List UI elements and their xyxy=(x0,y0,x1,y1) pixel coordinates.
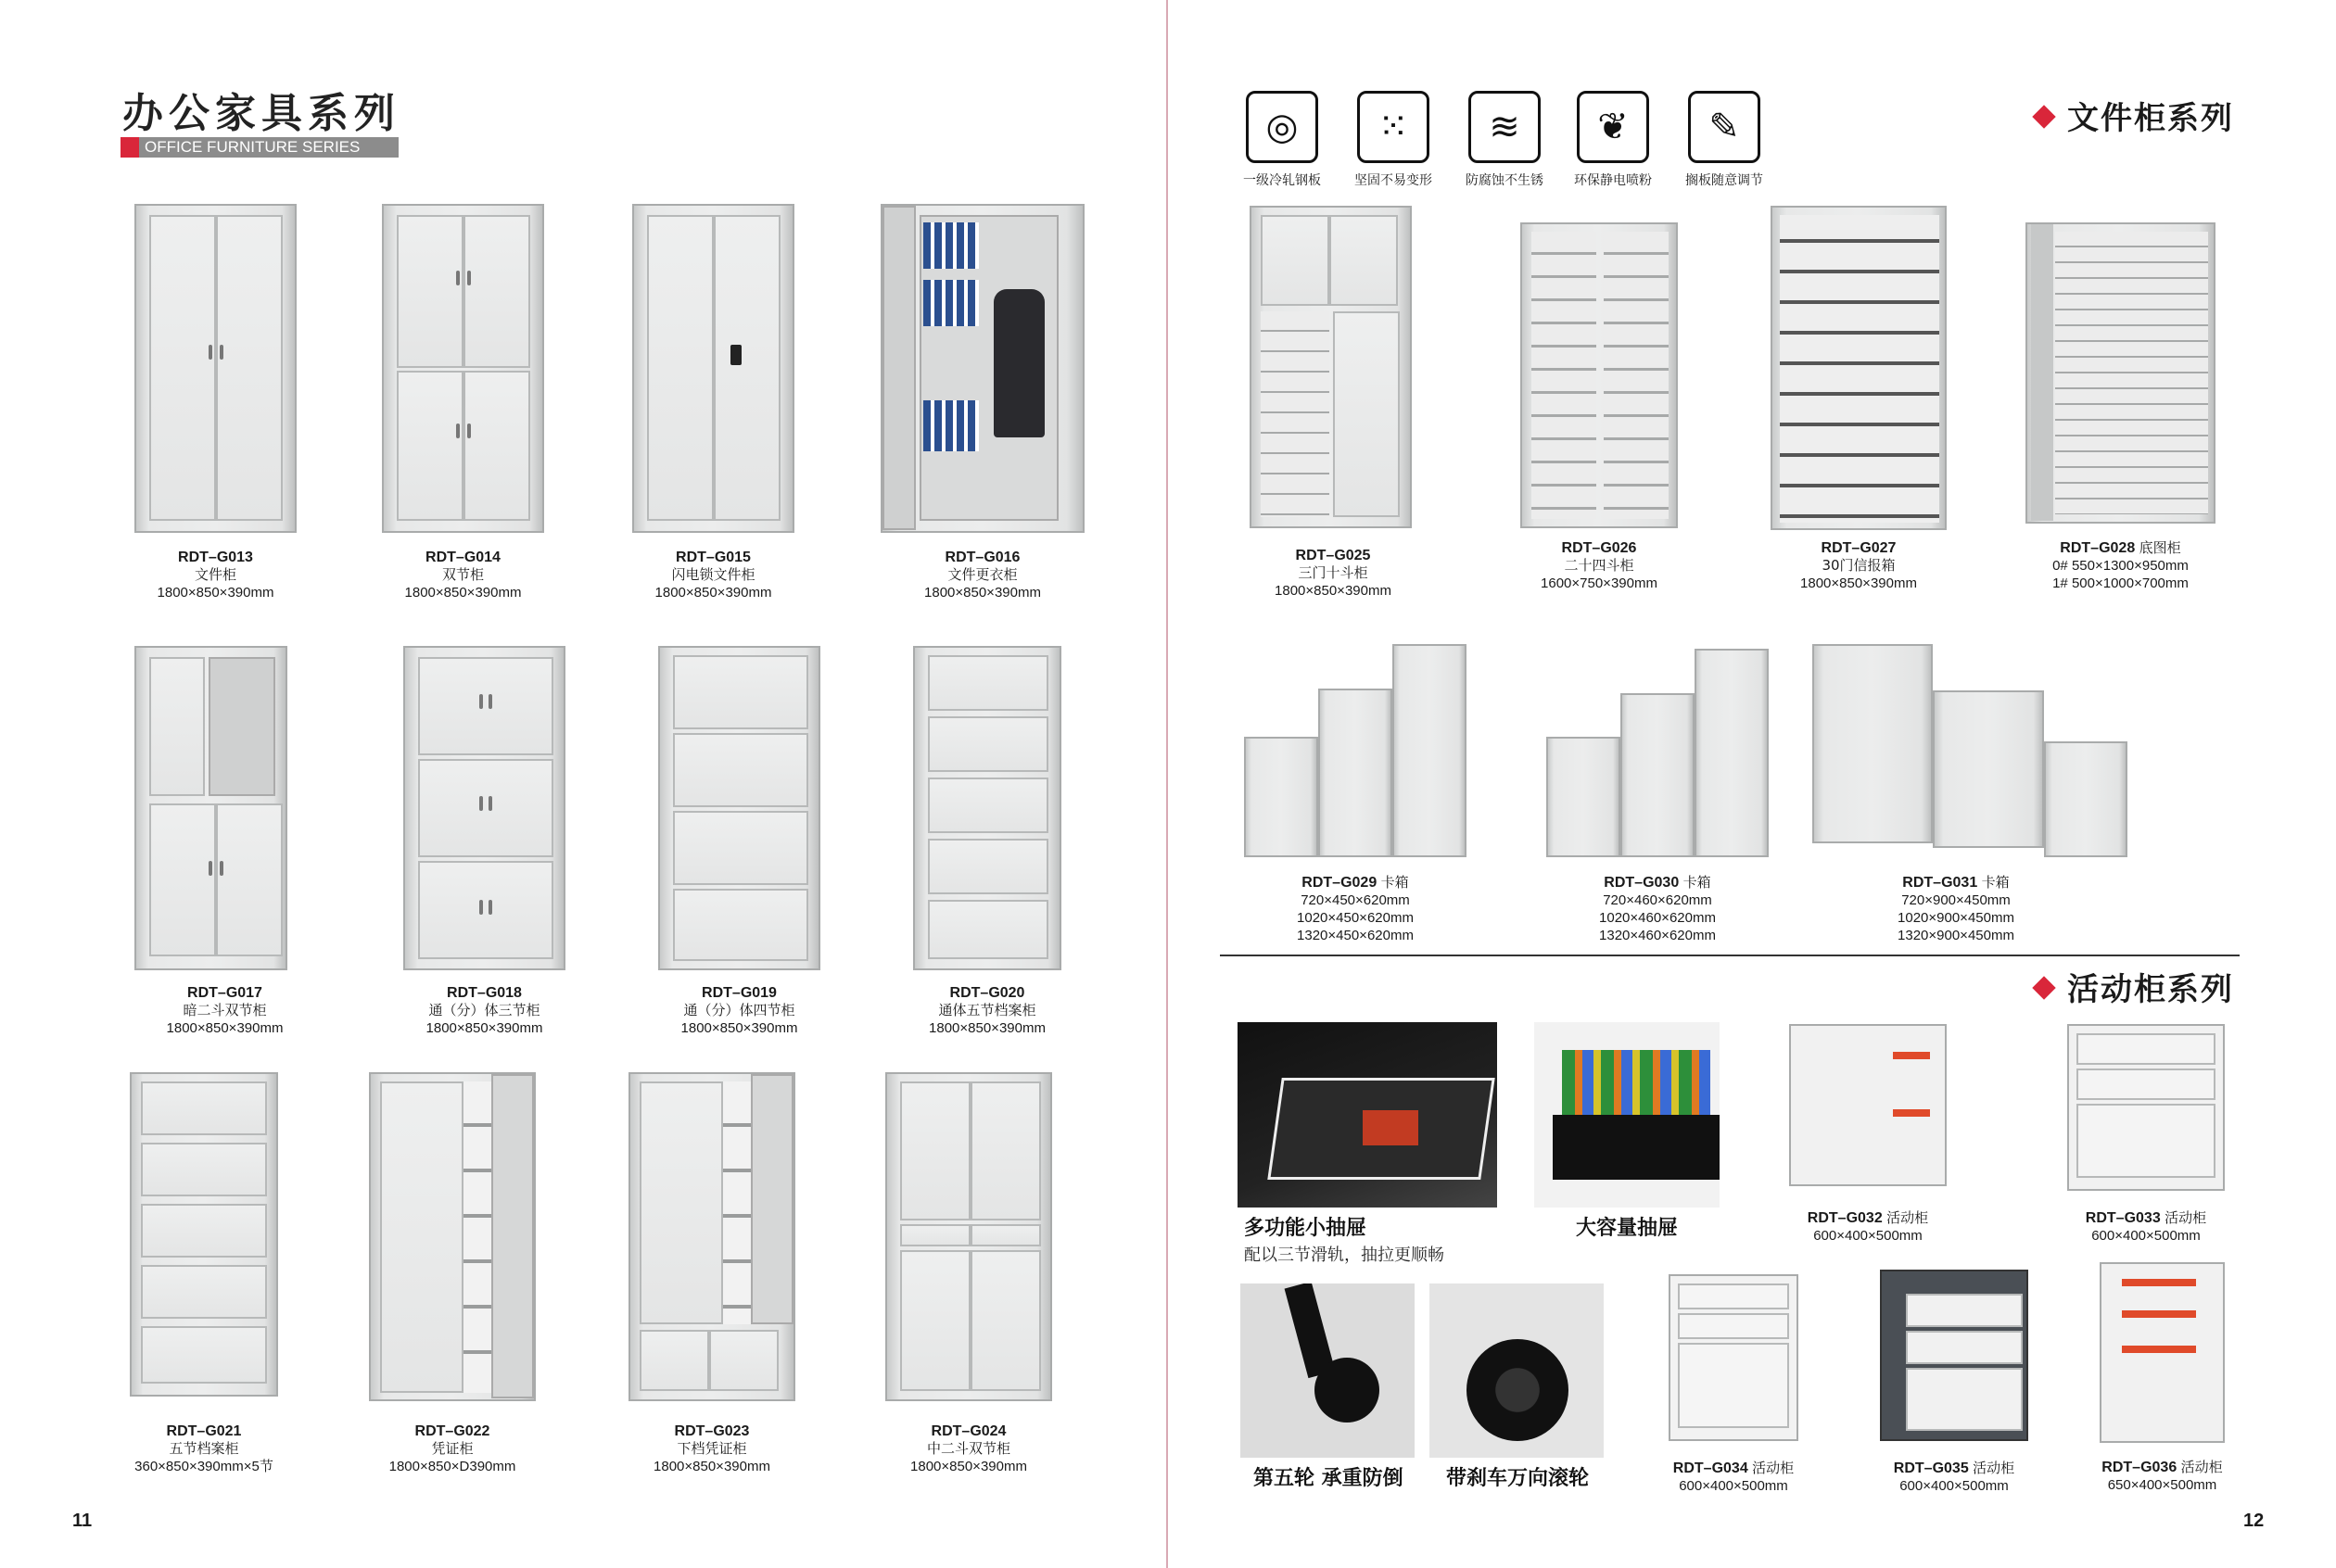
red-diamond-icon xyxy=(2032,105,2055,128)
cabinet-image xyxy=(658,646,820,970)
product-rdt-g013[interactable] xyxy=(134,204,297,602)
product-code: RDT–G022 xyxy=(414,1423,490,1439)
product-name: 通（分）体四节柜 xyxy=(683,1002,795,1018)
product-dimensions: 1800×850×390mm xyxy=(654,585,772,601)
product-dimensions: 1320×450×620mm xyxy=(1297,928,1414,943)
cabinet-image xyxy=(1789,1024,1947,1186)
cabinet-image xyxy=(2025,222,2215,524)
product-dimensions: 1020×460×620mm xyxy=(1599,910,1716,926)
product-name: 闪电锁文件柜 xyxy=(671,566,755,583)
product-dimensions: 1800×850×390mm xyxy=(425,1020,543,1036)
section-heading-text: 文件柜系列 xyxy=(2067,100,2234,137)
feature-item xyxy=(1342,91,1444,189)
product-rdt-g036[interactable] xyxy=(2100,1262,2225,1498)
product-name: 活动柜 xyxy=(2165,1210,2207,1226)
cabinet-image xyxy=(130,1072,278,1397)
cabinet-image xyxy=(1520,222,1678,528)
product-code: RDT–G027 xyxy=(1821,540,1897,556)
detail-caption: 带刹车万向滚轮 xyxy=(1446,1467,1590,1490)
product-dimensions: 1800×850×390mm xyxy=(654,1459,770,1474)
section-heading-file-cabinets xyxy=(2036,93,2234,138)
product-dimensions: 1800×850×390mm xyxy=(404,585,522,601)
product-name: 通体五节档案柜 xyxy=(938,1002,1036,1018)
product-name: 文件柜 xyxy=(194,566,236,583)
product-rdt-g018[interactable] xyxy=(403,646,565,1044)
feature-item xyxy=(1562,91,1664,189)
hanging-shirt xyxy=(994,289,1045,437)
cabinet-image xyxy=(1880,1270,2028,1441)
product-rdt-g026[interactable] xyxy=(1520,222,1678,602)
section-heading-mobile-cabinets xyxy=(2036,964,2234,1009)
product-code: RDT–G015 xyxy=(676,550,751,565)
product-code: RDT–G032 活动柜 xyxy=(1807,1210,1929,1226)
product-code: RDT–G021 xyxy=(166,1423,242,1439)
product-dimensions: 1800×850×390mm xyxy=(929,1020,1046,1036)
product-code: RDT–G014 xyxy=(425,550,501,565)
product-rdt-g019[interactable] xyxy=(658,646,820,1044)
product-rdt-g031[interactable] xyxy=(1812,644,2127,950)
series-subtitle-en xyxy=(121,137,399,158)
cabinet-image xyxy=(632,204,794,533)
product-name: 通（分）体三节柜 xyxy=(428,1002,540,1018)
product-code: RDT–G034 活动柜 xyxy=(1672,1461,1795,1476)
cabinet-image xyxy=(403,646,565,970)
product-dimensions: 650×400×500mm xyxy=(2107,1477,2217,1493)
product-rdt-g030[interactable] xyxy=(1546,649,1769,955)
cabinet-image xyxy=(134,204,297,533)
product-name: 暗二斗双节柜 xyxy=(183,1002,267,1018)
product-code: RDT–G016 xyxy=(945,550,1021,565)
product-code: RDT–G029 卡箱 xyxy=(1301,875,1409,891)
product-dimensions: 1800×850×390mm xyxy=(680,1020,798,1036)
feature-label: 一级冷轧钢板 xyxy=(1243,173,1321,188)
product-rdt-g024[interactable] xyxy=(885,1072,1052,1480)
product-code: RDT–G033 活动柜 xyxy=(2085,1210,2207,1226)
product-rdt-g028[interactable] xyxy=(2025,222,2215,602)
product-rdt-g033[interactable] xyxy=(2067,1024,2225,1246)
product-name: 五节档案柜 xyxy=(169,1440,239,1457)
product-name: 卡箱 xyxy=(1682,875,1711,891)
cabinet-image xyxy=(628,1072,795,1401)
red-diamond-icon xyxy=(2032,976,2055,999)
cabinet-image xyxy=(1546,737,1620,857)
detail-caption: 多功能小抽屉 xyxy=(1244,1217,1367,1240)
product-code: RDT–G035 活动柜 xyxy=(1893,1461,2015,1476)
feature-item xyxy=(1231,91,1333,189)
cabinet-image xyxy=(1250,206,1412,528)
feature-label: 防腐蚀不生锈 xyxy=(1466,173,1543,188)
product-rdt-g016[interactable] xyxy=(881,204,1085,602)
product-dimensions: 1# 500×1000×700mm xyxy=(2052,575,2189,591)
product-dimensions: 1800×850×390mm xyxy=(1800,575,1917,591)
cabinet-image xyxy=(382,204,544,533)
product-name: 中二斗双节柜 xyxy=(926,1440,1010,1457)
product-name: 活动柜 xyxy=(2180,1460,2223,1475)
product-dimensions: 0# 550×1300×950mm xyxy=(2052,558,2189,574)
product-name: 卡箱 xyxy=(1981,875,2010,891)
product-name: 下档凭证柜 xyxy=(677,1440,747,1457)
cabinet-image xyxy=(913,646,1061,970)
product-dimensions: 1600×750×390mm xyxy=(1541,575,1657,591)
feature-item xyxy=(1673,91,1775,189)
product-rdt-g020[interactable] xyxy=(913,646,1061,1044)
product-rdt-g027[interactable] xyxy=(1771,206,1947,604)
steel-roll-icon: ◎ xyxy=(1246,91,1318,163)
product-code: RDT–G023 xyxy=(674,1423,750,1439)
product-code: RDT–G017 xyxy=(187,985,262,1001)
detail-photo-large-drawer xyxy=(1534,1022,1720,1208)
product-code: RDT–G019 xyxy=(702,985,777,1001)
product-name: 凭证柜 xyxy=(431,1440,474,1457)
product-code: RDT–G018 xyxy=(447,985,522,1001)
feature-item xyxy=(1454,91,1555,189)
cabinet-image xyxy=(1244,737,1318,857)
catalog-page-right xyxy=(1168,0,2336,1568)
product-dimensions: 1800×850×D390mm xyxy=(388,1459,516,1474)
product-name: 活动柜 xyxy=(1752,1461,1795,1476)
product-code: RDT–G020 xyxy=(949,985,1025,1001)
product-name: 30门信报箱 xyxy=(1822,557,1896,574)
product-rdt-g034[interactable] xyxy=(1669,1274,1798,1497)
product-name: 三门十斗柜 xyxy=(1298,564,1368,581)
cabinet-image xyxy=(1669,1274,1798,1441)
detail-photo-fifth-wheel xyxy=(1240,1283,1415,1458)
cabinet-image xyxy=(2100,1262,2225,1443)
product-rdt-g014[interactable] xyxy=(382,204,544,602)
product-dimensions: 360×850×390mm×5节 xyxy=(134,1459,273,1474)
cabinet-image xyxy=(2067,1024,2225,1191)
product-dimensions: 1800×850×390mm xyxy=(1275,583,1391,599)
product-rdt-g032[interactable] xyxy=(1789,1024,1947,1246)
product-code: RDT–G031 卡箱 xyxy=(1902,875,2010,891)
product-dimensions: 600×400×500mm xyxy=(2091,1228,2201,1244)
product-name: 二十四斗柜 xyxy=(1564,557,1634,574)
product-name: 卡箱 xyxy=(1380,875,1409,891)
product-rdt-g035[interactable] xyxy=(1880,1270,2028,1497)
feature-label: 环保静电喷粉 xyxy=(1574,173,1652,188)
cabinet-image xyxy=(1812,644,1933,843)
product-code: RDT–G026 xyxy=(1561,540,1637,556)
product-code: RDT–G030 卡箱 xyxy=(1604,875,1711,891)
feature-label: 搁板随意调节 xyxy=(1685,173,1763,188)
cabinet-image xyxy=(1771,206,1947,530)
pencil-ruler-icon: ✎ xyxy=(1688,91,1760,163)
product-code: RDT–G013 xyxy=(178,550,253,565)
product-dimensions: 1320×460×620mm xyxy=(1599,928,1716,943)
product-name: 文件更衣柜 xyxy=(947,566,1018,583)
lock-icon xyxy=(730,345,742,365)
cabinet-image xyxy=(881,204,1085,533)
product-rdt-g025[interactable] xyxy=(1250,206,1416,604)
product-code: RDT–G028 底图柜 xyxy=(2060,540,2181,556)
leaf-icon: ❦ xyxy=(1577,91,1649,163)
product-dimensions: 1020×900×450mm xyxy=(1898,910,2014,926)
section-divider xyxy=(1220,955,2240,956)
product-dimensions: 1320×900×450mm xyxy=(1898,928,2014,943)
page-number-left: 11 xyxy=(72,1511,93,1531)
detail-caption: 第五轮 承重防倒 xyxy=(1253,1467,1403,1490)
product-dimensions: 600×400×500mm xyxy=(1679,1478,1788,1494)
section-heading-text: 活动柜系列 xyxy=(2067,971,2234,1008)
product-rdt-g017[interactable] xyxy=(134,646,315,1044)
product-code: RDT–G025 xyxy=(1295,548,1371,563)
product-dimensions: 600×400×500mm xyxy=(1899,1478,2009,1494)
product-name: 活动柜 xyxy=(1886,1210,1929,1226)
product-rdt-g015[interactable] xyxy=(632,204,794,602)
product-dimensions: 720×450×620mm xyxy=(1301,892,1410,908)
product-dimensions: 1800×850×390mm xyxy=(924,585,1041,601)
detail-photo-caster-wheel xyxy=(1429,1283,1604,1458)
feature-label: 坚固不易变形 xyxy=(1354,173,1432,188)
red-square-icon xyxy=(121,137,139,158)
product-rdt-g022[interactable] xyxy=(369,1072,536,1480)
series-title: 办公家具系列 xyxy=(122,90,400,137)
product-dimensions: 1800×850×390mm xyxy=(910,1459,1027,1474)
cabinet-image xyxy=(369,1072,536,1401)
detail-photo-small-drawer xyxy=(1238,1022,1497,1208)
product-dimensions: 720×460×620mm xyxy=(1603,892,1712,908)
page-number-right: 12 xyxy=(2243,1511,2265,1531)
wave-lines-icon: ≋ xyxy=(1468,91,1541,163)
product-rdt-g023[interactable] xyxy=(628,1072,795,1480)
product-dimensions: 1800×850×390mm xyxy=(166,1020,284,1036)
product-dimensions: 600×400×500mm xyxy=(1813,1228,1923,1244)
product-code: RDT–G024 xyxy=(931,1423,1007,1439)
product-rdt-g029[interactable] xyxy=(1244,644,1466,950)
product-name: 底图柜 xyxy=(2139,540,2181,556)
product-dimensions: 720×900×450mm xyxy=(1901,892,2011,908)
product-name: 双节柜 xyxy=(441,566,484,583)
cabinet-image xyxy=(134,646,287,970)
cabinet-image xyxy=(885,1072,1052,1401)
product-dimensions: 1020×450×620mm xyxy=(1297,910,1414,926)
detail-caption: 大容量抽屉 xyxy=(1576,1217,1679,1240)
product-name: 活动柜 xyxy=(1973,1461,2015,1476)
dots-grid-icon: ⁙ xyxy=(1357,91,1429,163)
detail-subcaption: 配以三节滑轨，抽拉更顺畅 xyxy=(1244,1246,1444,1265)
series-subtitle-text: OFFICE FURNITURE SERIES xyxy=(145,138,361,156)
product-code: RDT–G036 活动柜 xyxy=(2101,1460,2223,1475)
product-rdt-g021[interactable] xyxy=(130,1072,278,1480)
product-dimensions: 1800×850×390mm xyxy=(157,585,274,601)
